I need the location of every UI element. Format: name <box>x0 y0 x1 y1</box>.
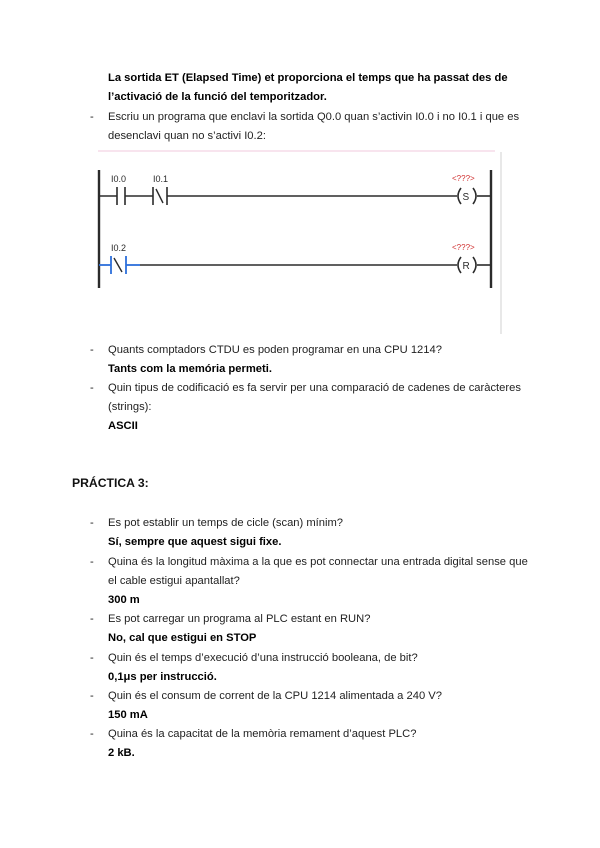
bullet-dash: - <box>90 613 94 625</box>
question-exec-time: Quin és el temps d’execució d’una instrucció booleana, de bit? <box>108 652 418 664</box>
intro-answer-line2: l’activació de la funció del temporitzador. <box>108 91 327 103</box>
question-current: Quin és el consum de corrent de la CPU 1214 alimentada a 240 V? <box>108 690 442 702</box>
answer-load-run: No, cal que estigui en STOP <box>108 632 257 644</box>
question-load-run: Es pot carregar un programa al PLC estant en RUN? <box>108 613 371 625</box>
bullet-dash: - <box>90 111 94 123</box>
question-cable-length-line2: el cable estigui apantallat? <box>108 575 240 587</box>
bullet-dash: - <box>90 382 94 394</box>
coil-r-letter: R <box>462 261 470 272</box>
bullet-dash: - <box>90 556 94 568</box>
bullet-dash: - <box>90 344 94 356</box>
answer-scan-cycle: Sí, sempre que aquest sigui fixe. <box>108 536 282 548</box>
answer-strings: ASCII <box>108 420 138 432</box>
intro-answer-line1: La sortida ET (Elapsed Time) et proporciona el temps que ha passat des de <box>108 72 508 84</box>
answer-exec-time: 0,1μs per instrucció. <box>108 671 217 683</box>
bullet-dash: - <box>90 728 94 740</box>
coil-s-letter: S <box>462 192 470 203</box>
bullet-dash: - <box>90 652 94 664</box>
answer-memory: 2 kB. <box>108 747 135 759</box>
answer-cable-length: 300 m <box>108 594 140 606</box>
bullet-dash: - <box>90 690 94 702</box>
rung-1 <box>99 174 491 205</box>
contact-i02-label: I0.2 <box>111 243 127 253</box>
ladder-diagram <box>95 150 505 335</box>
answer-current: 150 mA <box>108 709 148 721</box>
contact-i01-label: I0.1 <box>153 174 169 184</box>
question-scan-cycle: Es pot establir un temps de cicle (scan) mínim? <box>108 517 344 529</box>
rung-2 <box>99 243 491 274</box>
coil-s-tag: <???> <box>452 174 475 183</box>
answer-ctdu: Tants com la memória permeti. <box>108 363 272 375</box>
question-memory: Quina és la capacitat de la memòria remament d’aquest PLC? <box>108 728 417 740</box>
coil-r-tag: <???> <box>452 243 475 252</box>
question-cable-length-line1: Quina és la longitud màxima a la que es pot connectar una entrada digital sense que <box>108 556 528 568</box>
question-strings-line2: (strings): <box>108 401 152 413</box>
question-program-line2: desenclavi quan no s’activi I0.2: <box>108 130 266 142</box>
question-ctdu: Quants comptadors CTDU es poden programar en una CPU 1214? <box>108 344 442 356</box>
contact-i00-label: I0.0 <box>111 174 127 184</box>
section-heading: PRÁCTICA 3: <box>72 476 149 490</box>
question-strings-line1: Quin tipus de codificació es fa servir per una comparació de cadenes de caràcteres <box>108 382 521 394</box>
question-program-line1: Escriu un programa que enclavi la sortida Q0.0 quan s’activin I0.0 i no I0.1 i que es <box>108 111 520 123</box>
bullet-dash: - <box>90 517 94 529</box>
